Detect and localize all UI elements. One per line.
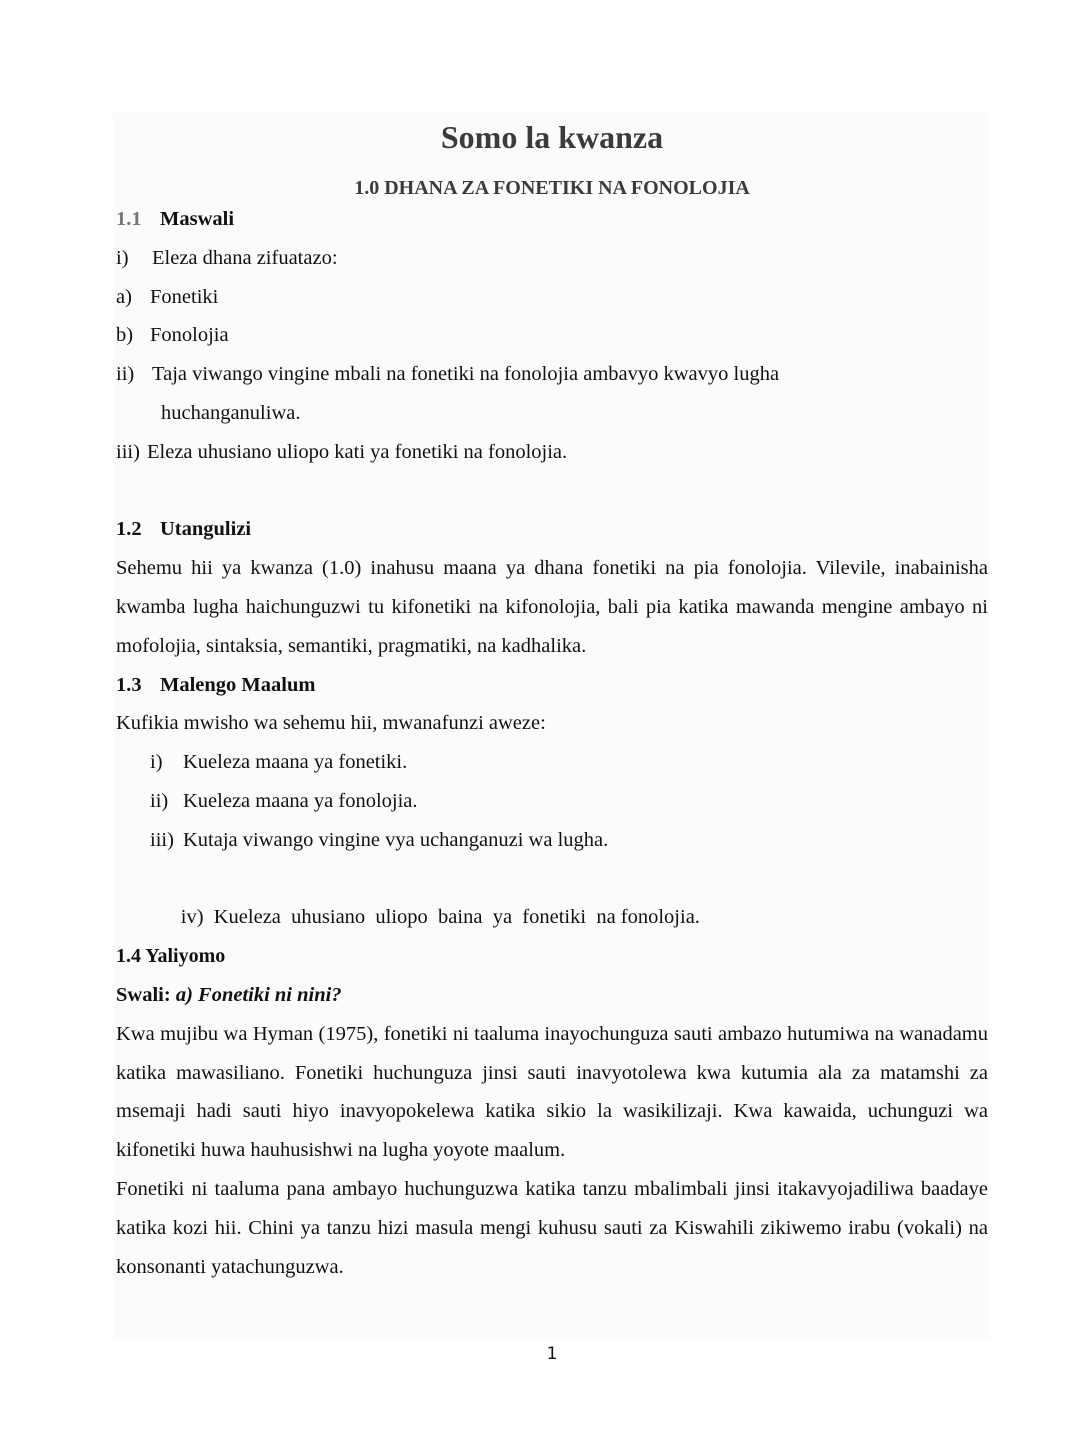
list-item <box>116 316 988 355</box>
list-label: iii) <box>150 828 174 851</box>
list-text: Eleza dhana zifuatazo: <box>152 246 338 269</box>
section-heading-utangulizi <box>116 510 988 549</box>
list-text: huchanganuliwa. <box>161 401 301 424</box>
section-heading-yaliyomo: 1.4 Yaliyomo <box>116 945 226 968</box>
malengo-intro: Kufikia mwisho wa sehemu hii, mwanafunzi aweze: <box>116 712 546 735</box>
list-item <box>150 782 988 821</box>
list-label: b) <box>116 324 134 347</box>
list-item <box>116 239 988 278</box>
section-title: Maswali <box>160 208 235 230</box>
section-heading-maswali <box>116 200 988 239</box>
list-label: iv) <box>180 906 204 929</box>
document-body <box>116 112 988 1286</box>
list-text: Taja viwango vingine mbali na fonetiki na fonolojia ambavyo kwavyo lugha <box>152 363 780 386</box>
list-item <box>116 355 988 394</box>
list-label: ii) <box>116 363 135 386</box>
list-text: Kutaja viwango vingine vya uchanganuzi wa lugha. <box>183 828 609 851</box>
swali-label: Swali: <box>116 983 171 1006</box>
list-item-continuation <box>116 394 988 433</box>
list-item <box>150 743 988 782</box>
section-number: 1.3 <box>116 673 142 696</box>
list-label: i) <box>116 246 129 269</box>
list-label: ii) <box>150 789 169 812</box>
yaliyomo-paragraph-2: Fonetiki ni taaluma pana ambayo huchunguzwa katika tanzu mbalimbali jinsi itakavyojadiliwa baadaye katika kozi hii. Chini ya tanzu hizi masula mengi kuhusu sauti za Kiswahili zikiwemo irabu (vokali) na konsonanti yatachunguzwa. <box>116 1177 988 1278</box>
section-title: Utangulizi <box>160 518 252 541</box>
section-title: Malengo Maalum <box>160 673 316 696</box>
list-text: Fonolojia <box>150 324 229 347</box>
list-item <box>116 278 988 317</box>
yaliyomo-paragraph-1: Kwa mujibu wa Hyman (1975), fonetiki ni taaluma inayochunguza sauti ambazo hutumiwa na wanadamu katika mawasiliano. Fonetiki huchunguza jinsi sauti inavyotolewa kwa kutumia ala za matamshi za msemaji hadi sauti hiyo inavyopokelewa katika sikio la wasikilizaji. Kwa kawaida, uchunguzi wa kifonetiki huwa hauhusishwi na lugha yoyote maalum. <box>116 1022 988 1162</box>
list-item <box>150 821 988 860</box>
utangulizi-paragraph: Sehemu hii ya kwanza (1.0) inahusu maana ya dhana fonetiki na pia fonolojia. Vilevile, inabainisha kwamba lugha haichunguzwi tu kifonetiki na kifonolojia, bali pia katika mawanda mengine ambayo ni mofolojia, sintaksia, semantiki, pragmatiki, na kadhalika. <box>116 557 988 657</box>
section-number: 1.1 <box>116 208 142 230</box>
list-label: i) <box>150 751 163 774</box>
page-number: 1 <box>546 1344 558 1364</box>
section-number: 1.2 <box>116 518 142 541</box>
document-title: Somo la kwanza <box>440 119 664 155</box>
swali-question: a) Fonetiki ni nini? <box>175 983 342 1006</box>
list-text: Kueleza uhusiano uliopo baina ya fonetiki na fonolojia. <box>213 906 700 929</box>
swali-line <box>116 976 988 1015</box>
list-text: Eleza uhusiano uliopo kati ya fonetiki na fonolojia. <box>147 440 568 463</box>
objectives-list <box>116 743 988 929</box>
section-heading-malengo <box>116 666 988 705</box>
list-text: Fonetiki <box>150 285 219 308</box>
list-item <box>150 860 988 929</box>
list-text: Kueleza maana ya fonolojia. <box>183 789 418 812</box>
chapter-subtitle: 1.0 DHANA ZA FONETIKI NA FONOLOJIA <box>354 177 750 199</box>
list-label: a) <box>116 285 132 308</box>
list-item <box>116 433 988 472</box>
list-text: Kueleza maana ya fonetiki. <box>183 751 408 774</box>
list-label: iii) <box>116 440 140 463</box>
spacer <box>116 472 988 511</box>
